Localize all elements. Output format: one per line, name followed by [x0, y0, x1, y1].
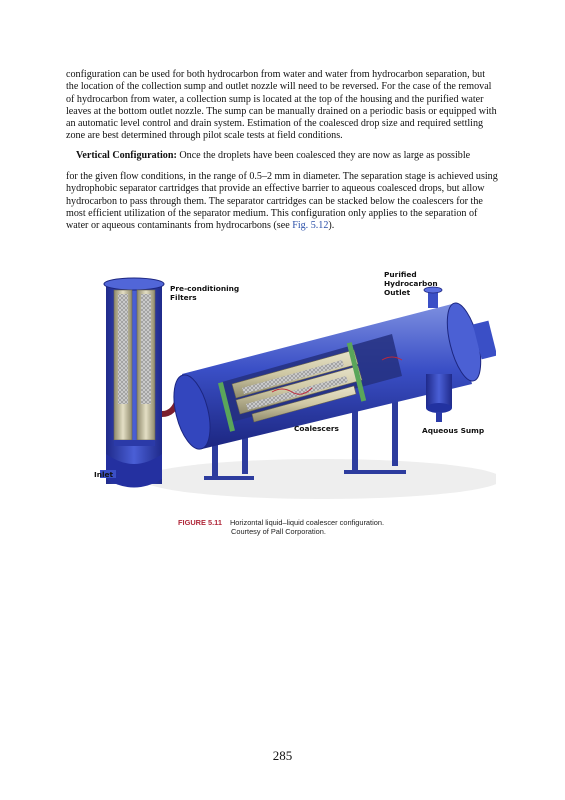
purified-outlet-label: Purified Hydrocarbon Outlet — [384, 270, 438, 297]
figure-caption — [178, 518, 384, 537]
body-paragraph-2 — [66, 150, 498, 162]
coalescer-illustration — [92, 264, 496, 510]
paragraph-2-text: Once the droplets have been coalesced they are now as large as possible — [176, 150, 471, 161]
page-number: 285 — [272, 748, 293, 763]
preconditioning-filters-label: Pre-conditioning Filters — [170, 284, 240, 302]
preconditioning-vessel — [100, 278, 164, 488]
figure-number: FIGURE 5.11 — [178, 518, 222, 527]
caption-line-2: Courtesy of Pall Corporation. — [231, 527, 326, 537]
body-paragraph-3 — [66, 171, 498, 232]
coalescer-figure — [92, 264, 496, 510]
body-paragraph-1: configuration can be used for both hydrocarbon from water and water from hydrocarbon separation, but the location of the collection sump and outlet nozzle will need to be reversed. For the case of the removal of hydrocarbon from water, a collection sump is located at the top of the housing and the purified water leaves at the bottom outlet nozzle. The sump can be manually drained on a periodic basis or equipped with an automatic level control and drain system. Estimation of the coalesced drop size and required settling zone are best determined through pilot scale tests at field conditions. — [66, 69, 497, 142]
vertical-configuration-heading: Vertical Configuration: — [76, 150, 177, 161]
coalescers-label: Coalescers — [294, 424, 339, 433]
paragraph-3-text: for the given flow conditions, in the range of 0.5–2 mm in diameter. The separation stage is achieved using hydrophobic separator cartridges that provide an effective barrier to aqueous coalesced drops, but allow hydrocarbon to pass through them. The separator cartridges can be stacked below the coalescers for the most efficient utilization of the separator medium. This configuration only applies to the separation of water or aqueous contaminants from hydrocarbons (see — [66, 171, 498, 232]
inlet-label: Inlet — [94, 470, 114, 479]
caption-line-1: Horizontal liquid–liquid coalescer configuration. — [229, 518, 385, 527]
paragraph-3-end: ). — [328, 220, 335, 232]
ground-shadow — [142, 459, 496, 499]
aqueous-sump — [426, 374, 452, 422]
figure-link[interactable]: Fig. 5.12 — [292, 220, 329, 232]
aqueous-sump-label: Aqueous Sump — [422, 426, 485, 435]
